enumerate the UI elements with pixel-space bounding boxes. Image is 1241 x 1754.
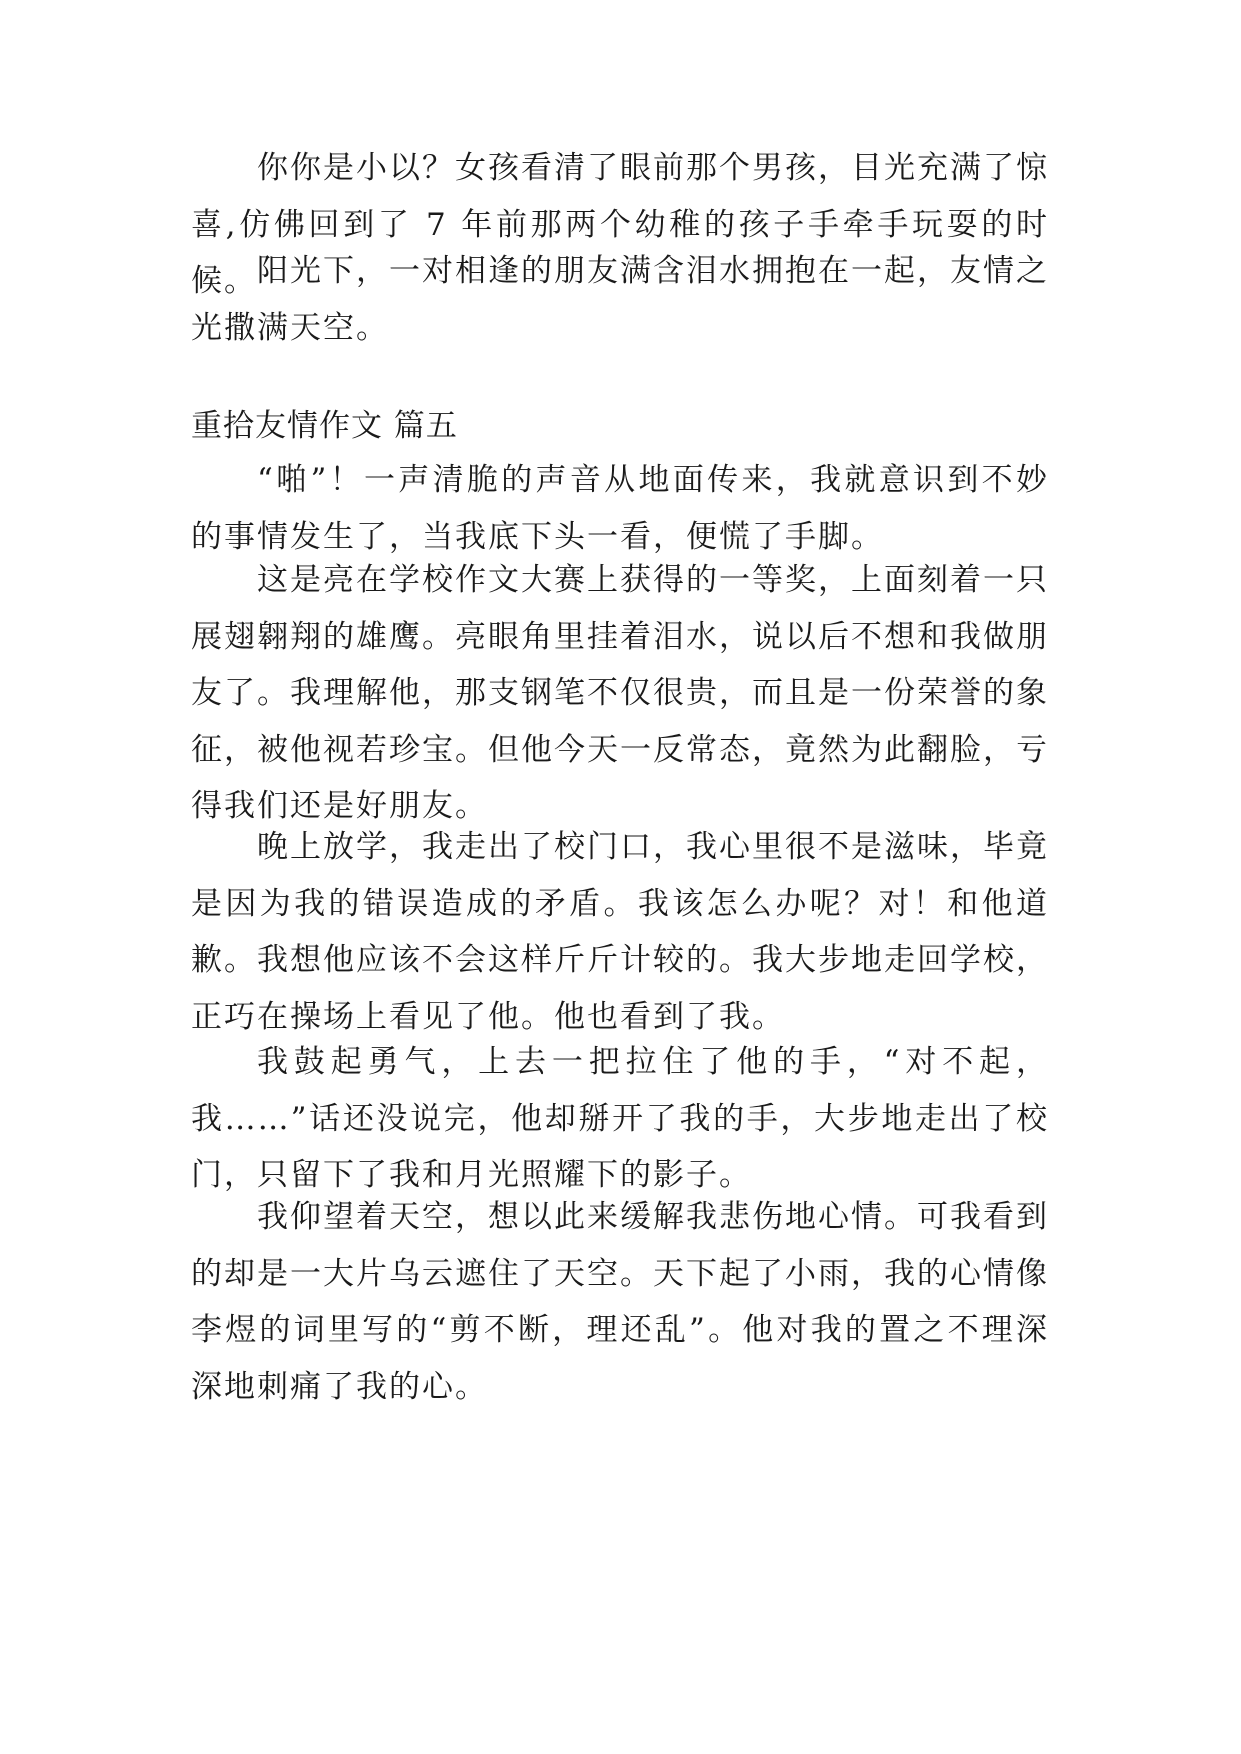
paragraph-5: 晚上放学，我走出了校门口，我心里很不是滋味，毕竟是因为我的错误造成的矛盾。我该怎么办呢？对！和他道歉。我想他应该不会这样斤斤计较的。我大步地走回学校，正巧在操场上看见了他。他也看到了我。 bbox=[191, 829, 1049, 1035]
paragraph-2: 阳光下，一对相逢的朋友满含泪水拥抱在一起，友情之光撒满天空。 bbox=[191, 253, 1049, 346]
paragraph-4: 这是亮在学校作文大赛上获得的一等奖，上面刻着一只展翅翱翔的雄鹰。亮眼角里挂着泪水，说以后不想和我做朋友了。我理解他，那支钢笔不仅很贵，而且是一份荣誉的象征，被他视若珍宝。但他今天一反常态，竟然为此翻脸，亏得我们还是好朋友。 bbox=[191, 562, 1049, 824]
section-heading: 重拾友情作文 篇五 bbox=[191, 408, 458, 444]
paragraph-3: “啪”！一声清脆的声音从地面传来，我就意识到不妙的事情发生了，当我底下头一看，便慌了手脚。 bbox=[191, 462, 1049, 555]
paragraph-7: 我仰望着天空，想以此来缓解我悲伤地心情。可我看到的却是一大片乌云遮住了天空。天下起了小雨，我的心情像李煜的词里写的“剪不断，理还乱”。他对我的置之不理深深地刺痛了我的心。 bbox=[191, 1199, 1049, 1405]
paragraph-6: 我鼓起勇气，上去一把拉住了他的手，“对不起，我……”话还没说完，他却掰开了我的手，大步地走出了校门，只留下了我和月光照耀下的影子。 bbox=[191, 1044, 1049, 1193]
paragraph-1: 你你是小以？女孩看清了眼前那个男孩，目光充满了惊喜,仿佛回到了 7 年前那两个幼稚的孩子手牵手玩耍的时候。 bbox=[191, 150, 1049, 299]
